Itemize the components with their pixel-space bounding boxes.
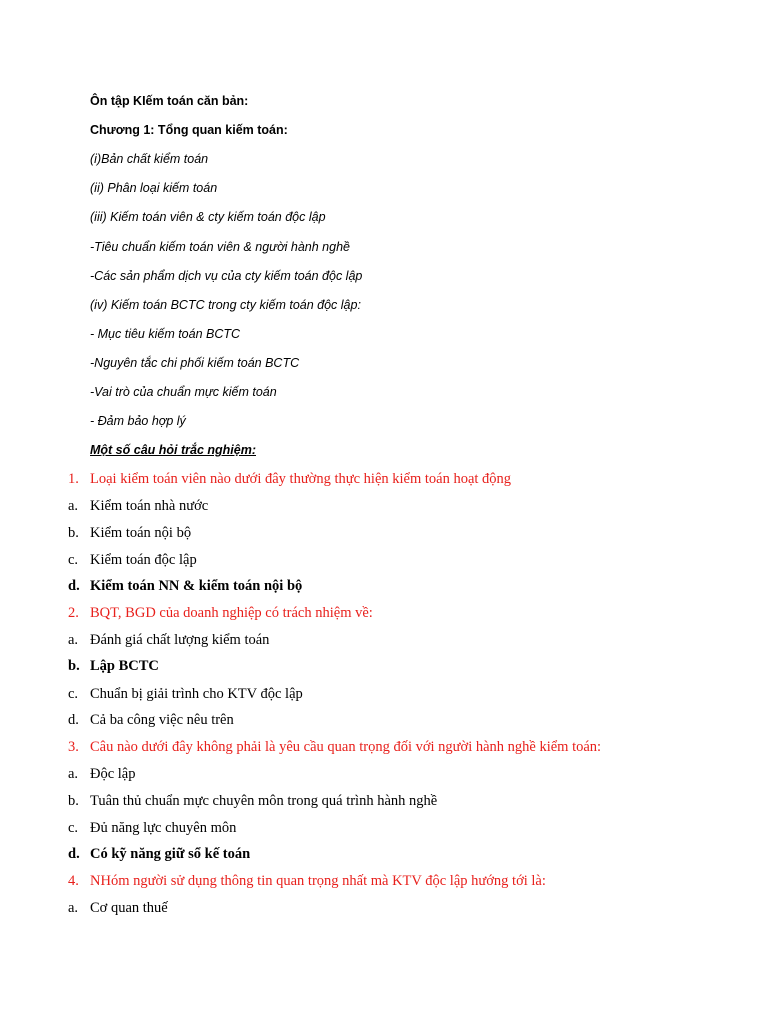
question-number: 1.: [68, 471, 79, 487]
question-text: Câu nào dưới đây không phải là yêu cầu quan trọng đối với người hành nghề kiểm toán:: [90, 739, 602, 755]
option-marker: c.: [68, 686, 79, 702]
option-text: Tuân thủ chuẩn mực chuyên môn trong quá trình hành nghề: [90, 793, 438, 809]
option-marker: c.: [68, 552, 79, 568]
outline-item: (iv) Kiếm toán BCTC trong cty kiếm toán độc lập:: [90, 298, 361, 312]
outline-item: - Đảm bảo hợp lý: [90, 414, 186, 428]
outline-item: (i)Bản chất kiểm toán: [90, 152, 209, 166]
question-number: 2.: [68, 605, 79, 621]
option-text: Độc lập: [90, 766, 136, 782]
question-text: Loại kiểm toán viên nào dưới đây thường thực hiện kiểm toán hoạt động: [90, 471, 512, 487]
outline-item: -Nguyên tắc chi phối kiếm toán BCTC: [90, 356, 300, 370]
option-text-answer: Kiểm toán NN & kiểm toán nội bộ: [90, 578, 303, 594]
option-text: Chuẩn bị giải trình cho KTV độc lập: [90, 686, 303, 702]
option-marker: a.: [68, 498, 79, 514]
option-text: Kiểm toán nhà nước: [90, 498, 209, 514]
option-text: Đánh giá chất lượng kiểm toán: [90, 632, 270, 648]
outline-item: (ii) Phân loại kiếm toán: [90, 181, 218, 195]
option-marker: c.: [68, 820, 79, 836]
question-number: 4.: [68, 873, 79, 889]
outline-item: -Các sản phẩm dịch vụ của cty kiếm toán độc lập: [90, 269, 363, 283]
option-text-answer: Có kỹ năng giữ sổ kế toán: [90, 846, 251, 862]
option-text-answer: Lập BCTC: [90, 658, 159, 674]
option-text: Kiểm toán nội bộ: [90, 525, 192, 541]
question-text: BQT, BGD của doanh nghiệp có trách nhiệm về:: [90, 605, 373, 621]
option-text: Kiểm toán độc lập: [90, 552, 197, 568]
option-marker-answer: d.: [68, 578, 80, 594]
option-marker: b.: [68, 793, 79, 809]
option-text: Đủ năng lực chuyên môn: [90, 820, 237, 836]
chapter-heading: Chương 1: Tổng quan kiếm toán:: [90, 123, 288, 137]
outline-item: - Mục tiêu kiếm toán BCTC: [90, 327, 241, 341]
option-marker: b.: [68, 525, 79, 541]
outline-item: -Tiêu chuẩn kiếm toán viên & người hành nghề: [90, 240, 350, 254]
question-text: NHóm người sử dụng thông tin quan trọng nhất mà KTV độc lập hướng tới là:: [90, 873, 546, 889]
outline-item: -Vai trò của chuẩn mực kiếm toán: [90, 385, 277, 399]
option-marker-answer: d.: [68, 846, 80, 862]
option-marker: a.: [68, 900, 79, 916]
option-marker: a.: [68, 632, 79, 648]
option-marker: d.: [68, 712, 79, 728]
outline-item: (iii) Kiếm toán viên & cty kiếm toán độc lập: [90, 210, 326, 224]
option-marker: a.: [68, 766, 79, 782]
option-marker-answer: b.: [68, 658, 80, 674]
option-text: Cả ba công việc nêu trên: [90, 712, 234, 728]
quiz-heading: Một số câu hỏi trắc nghiệm:: [90, 443, 256, 457]
document-title: Ôn tập KIếm toán căn bản:: [90, 94, 249, 108]
option-text: Cơ quan thuế: [90, 900, 168, 916]
question-number: 3.: [68, 739, 79, 755]
